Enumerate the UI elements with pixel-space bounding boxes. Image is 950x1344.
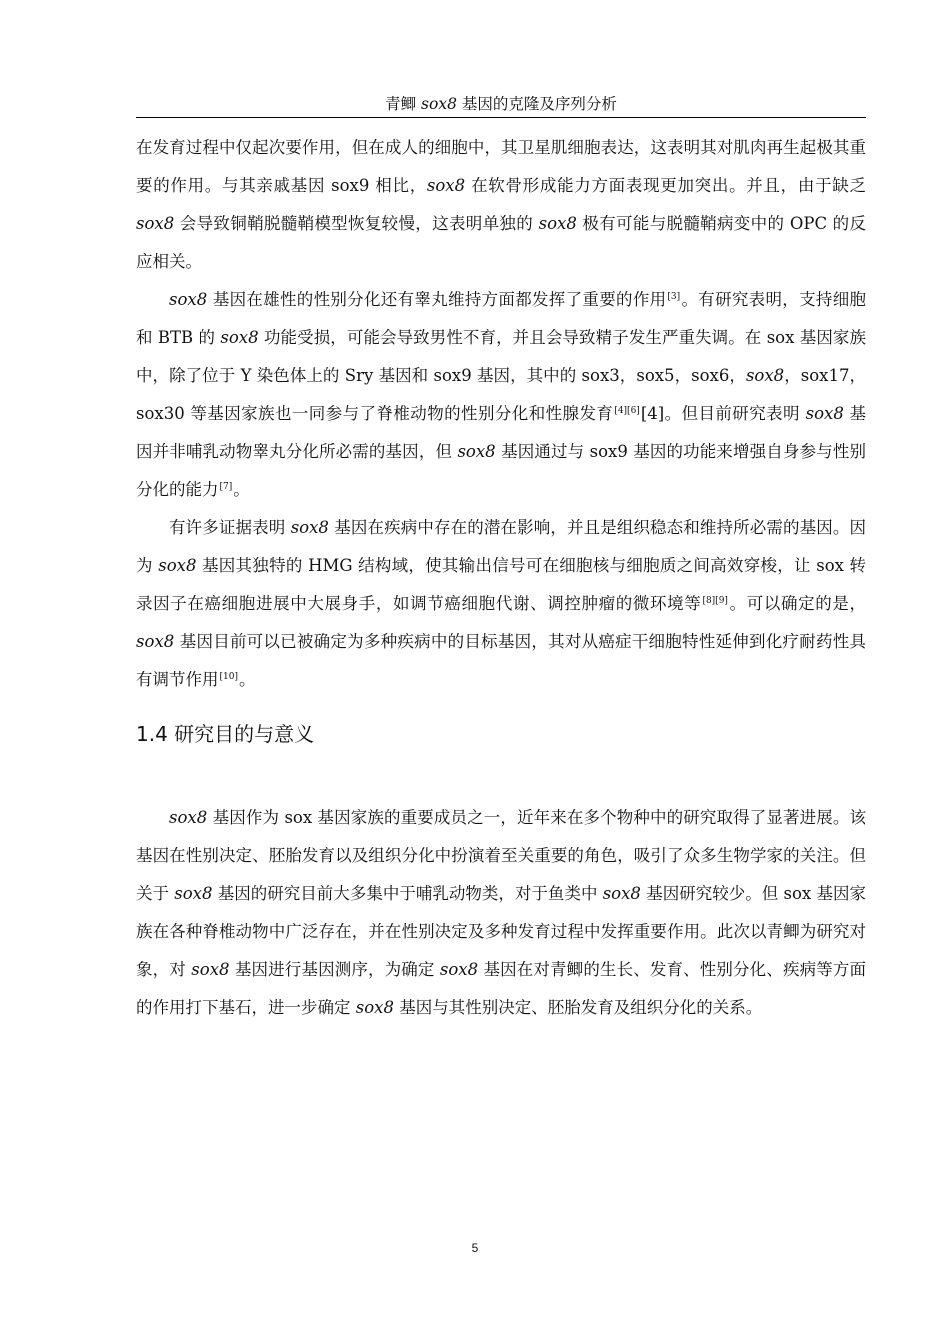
- citation: [10]: [219, 672, 238, 682]
- citation: [3]: [667, 292, 681, 302]
- header-gene-name: sox8: [421, 95, 457, 113]
- paragraph-2: sox8 基因在雄性的性别分化还有睾丸维持方面都发挥了重要的作用[3]。有研究表明，支持细胞和 BTB 的 sox8 功能受损，可能会导致男性不育，并且会导致精子发生严重失调。在 sox 基因家族中，除了位于 Y 染色体上的 Sry 基因和 sox9 基因，其中的 sox3，sox5，sox6，sox8，sox17，sox30 等基因家族也一同参与了脊椎动物的性别分化和性腺发育[4][6][4]。但目前研究表明 sox8 基因并非哺乳动物睾丸分化所必需的基因，但 sox8 基因通过与 sox9 基因的功能来增强自身参与性别分化的能力[7]。: [136, 290, 867, 499]
- paragraph-4: sox8 基因作为 sox 基因家族的重要成员之一，近年来在多个物种中的研究取得了显著进展。该基因在性别决定、胚胎发育以及组织分化中扮演着至关重要的角色，吸引了众多生物学家的关注。但关于 sox8 基因的研究目前大多集中于哺乳动物类，对于鱼类中 sox8 基因研究较少。但 sox 基因家族在各种脊椎动物中广泛存在，并在性别决定及多种发育过程中发挥重要作用。此次以青鲫为研究对象，对 sox8 基因进行基因测序，为确定 sox8 基因在对青鲫的生长、发育、性别分化、疾病等方面的作用打下基石，进一步确定 sox8 基因与其性别决定、胚胎发育及组织分化的关系。: [136, 808, 866, 1017]
- citation: [7]: [219, 482, 233, 492]
- citation: [8][9]: [702, 596, 728, 606]
- paragraph-1: 在发育过程中仅起次要作用，但在成人的细胞中，其卫星肌细胞表达，这表明其对肌肉再生起极其重要的作用。与其亲戚基因 sox9 相比，sox8 在软骨形成能力方面表现更加突出。并且，由于缺乏 sox8 会导致铜鞘脱髓鞘模型恢复较慢，这表明单独的 sox8 极有可能与脱髓鞘病变中的 OPC 的反应相关。: [136, 138, 866, 271]
- page-number: 5: [471, 1241, 479, 1255]
- citation: [4][6]: [614, 406, 640, 416]
- paragraph-3: 有许多证据表明 sox8 基因在疾病中存在的潜在影响，并且是组织稳态和维持所必需的基因。因为 sox8 基因其独特的 HMG 结构域，使其输出信号可在细胞核与细胞质之间高效穿梭，让 sox 转录因子在癌细胞进展中大展身手，如调节癌细胞代谢、调控肿瘤的微环境等[8][9]。可以确定的是，sox8 基因目前可以已被确定为多种疾病中的目标基因，其对从癌症干细胞特性延伸到化疗耐药性具有调节作用[10]。: [136, 518, 867, 689]
- header-rule: [136, 117, 866, 118]
- section-heading: 1.4 研究目的与意义: [136, 722, 315, 746]
- running-header: 青鲫 sox8 基因的克隆及序列分析: [385, 95, 617, 113]
- page-body: [136, 129, 866, 1027]
